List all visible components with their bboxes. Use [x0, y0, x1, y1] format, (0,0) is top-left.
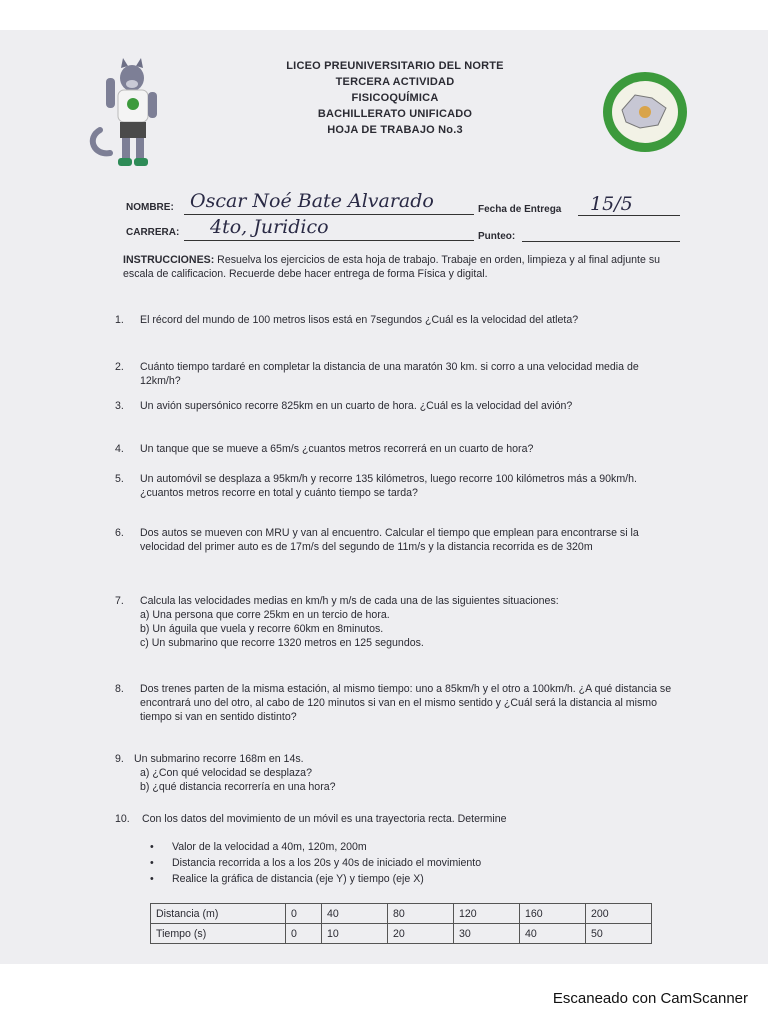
instructions: [123, 253, 678, 281]
carrera-label: CARRERA:: [126, 227, 180, 238]
question-text: Cuánto tiempo tardaré en completar la distancia de una maratón 30 km. si corro a una velocidad media de 12km/h?: [140, 361, 639, 387]
header-line-program: BACHILLERATO UNIFICADO: [317, 108, 473, 120]
school-header: [240, 58, 550, 138]
question-number: 4.: [115, 443, 124, 455]
question-text: Un submarino recorre 168m en 14s.: [134, 753, 304, 765]
header-line-sheet: HOJA DE TRABAJO No.3: [327, 124, 463, 136]
question-9: [115, 752, 680, 794]
school-seal-logo: [600, 70, 690, 155]
question-2: [115, 360, 680, 388]
question-10: [115, 812, 680, 826]
bullet-item: • Valor de la velocidad a 40m, 120m, 200m: [150, 841, 367, 853]
camscanner-footer: Escaneado con CamScanner: [552, 990, 748, 1007]
nombre-value: Oscar Noé Bate Alvarado: [190, 190, 434, 212]
nombre-label: NOMBRE:: [126, 202, 174, 213]
sub-item: c) Un submarino que recorre 1320 metros en 125 segundos.: [140, 637, 424, 649]
table-cell: 80: [388, 904, 454, 924]
table-cell: 200: [586, 904, 652, 924]
question-number: 1.: [115, 314, 124, 326]
table-cell: 160: [520, 904, 586, 924]
question-number: 5.: [115, 473, 124, 485]
fecha-underline: [578, 215, 680, 216]
instructions-label: INSTRUCCIONES:: [123, 254, 215, 266]
bullet-text: Realice la gráfica de distancia (eje Y) y tiempo (eje X): [172, 873, 424, 885]
question-5: [115, 472, 680, 500]
punteo-label: Punteo:: [478, 231, 516, 242]
fecha-label: Fecha de Entrega: [478, 204, 562, 215]
header-line-activity: TERCERA ACTIVIDAD: [335, 76, 455, 88]
header-line-subject: FISICOQUÍMICA: [351, 92, 439, 104]
mascot-logo: [88, 58, 168, 173]
question-6: [115, 526, 680, 554]
question-number: 2.: [115, 361, 124, 373]
instructions-text: Resuelva los ejercicios de esta hoja de trabajo. Trabaje en orden, limpieza y al final adjunte su escala de calificacion. Recuerde debe hacer entrega de forma Física y digital.: [123, 254, 661, 280]
question-number: 6.: [115, 527, 124, 539]
table-cell: 0: [286, 924, 322, 944]
bullet-item: • Realice la gráfica de distancia (eje Y) y tiempo (eje X): [150, 873, 424, 885]
question-text: Con los datos del movimiento de un móvil es una trayectoria recta. Determine: [142, 813, 507, 825]
question-1: [115, 313, 680, 327]
table-cell: 10: [322, 924, 388, 944]
table-cell: 40: [520, 924, 586, 944]
question-number: 8.: [115, 683, 124, 695]
carrera-value: 4to, Juridico: [210, 216, 329, 238]
sub-item: b) Un águila que vuela y recorre 60km en 8minutos.: [140, 623, 384, 635]
motion-data-table: [150, 903, 652, 944]
question-4: [115, 442, 680, 456]
table-cell: 50: [586, 924, 652, 944]
question-text: Calcula las velocidades medias en km/h y m/s de cada una de las siguientes situaciones:: [140, 595, 559, 607]
question-3: [115, 399, 680, 413]
nombre-underline: [184, 214, 474, 215]
bullet-item: • Distancia recorrida a los a los 20s y 40s de iniciado el movimiento: [150, 857, 482, 869]
sub-item: a) Una persona que corre 25km en un tercio de hora.: [140, 609, 390, 621]
carrera-underline: [184, 240, 474, 241]
question-number: 10.: [115, 813, 130, 825]
question-number: 7.: [115, 595, 124, 607]
fecha-value: 15/5: [590, 193, 633, 215]
table-cell: Distancia (m): [151, 904, 286, 924]
bullet-text: Distancia recorrida a los a los 20s y 40s de iniciado el movimiento: [172, 857, 482, 869]
question-text: Un automóvil se desplaza a 95km/h y recorre 135 kilómetros, luego recorre 100 kilómetros más a 90km/h. ¿cuantos metros recorre en total y cuánto tiempo se tarda?: [140, 473, 637, 499]
bullet-text: Valor de la velocidad a 40m, 120m, 200m: [172, 841, 367, 853]
table-cell: 40: [322, 904, 388, 924]
punteo-underline: [522, 241, 680, 242]
table-row: [151, 904, 652, 924]
table-cell: 30: [454, 924, 520, 944]
question-text: Un tanque que se mueve a 65m/s ¿cuantos metros recorrerá en un cuarto de hora?: [140, 443, 534, 455]
question-text: Dos trenes parten de la misma estación, al mismo tiempo: uno a 85km/h y el otro a 100km/h. ¿A qué distancia se encontrará uno del otro, al cabo de 120 minutos si van en el mismo sentido y ¿Cuál será la distancia al mismo tiempo si van en sentido distinto?: [140, 683, 672, 723]
question-text: Un avión supersónico recorre 825km en un cuarto de hora. ¿Cuál es la velocidad del avión?: [140, 400, 573, 412]
question-text: El récord del mundo de 100 metros lisos está en 7segundos ¿Cuál es la velocidad del atleta?: [140, 314, 579, 326]
table-cell: Tiempo (s): [151, 924, 286, 944]
sub-item: a) ¿Con qué velocidad se desplaza?: [140, 767, 312, 779]
question-8: [115, 682, 680, 724]
table-cell: 20: [388, 924, 454, 944]
table-cell: 120: [454, 904, 520, 924]
table-cell: 0: [286, 904, 322, 924]
question-number: 3.: [115, 400, 124, 412]
question-7: [115, 594, 680, 650]
table-row: [151, 924, 652, 944]
question-text: Dos autos se mueven con MRU y van al encuentro. Calcular el tiempo que emplean para encontrarse si la velocidad del primer auto es de 17m/s del segundo de 11m/s y la distancia recorrida es de 320m: [140, 527, 639, 553]
sub-item: b) ¿qué distancia recorrería en una hora?: [140, 781, 336, 793]
question-number: 9.: [115, 753, 124, 765]
header-line-school: LICEO PREUNIVERSITARIO DEL NORTE: [286, 60, 504, 72]
